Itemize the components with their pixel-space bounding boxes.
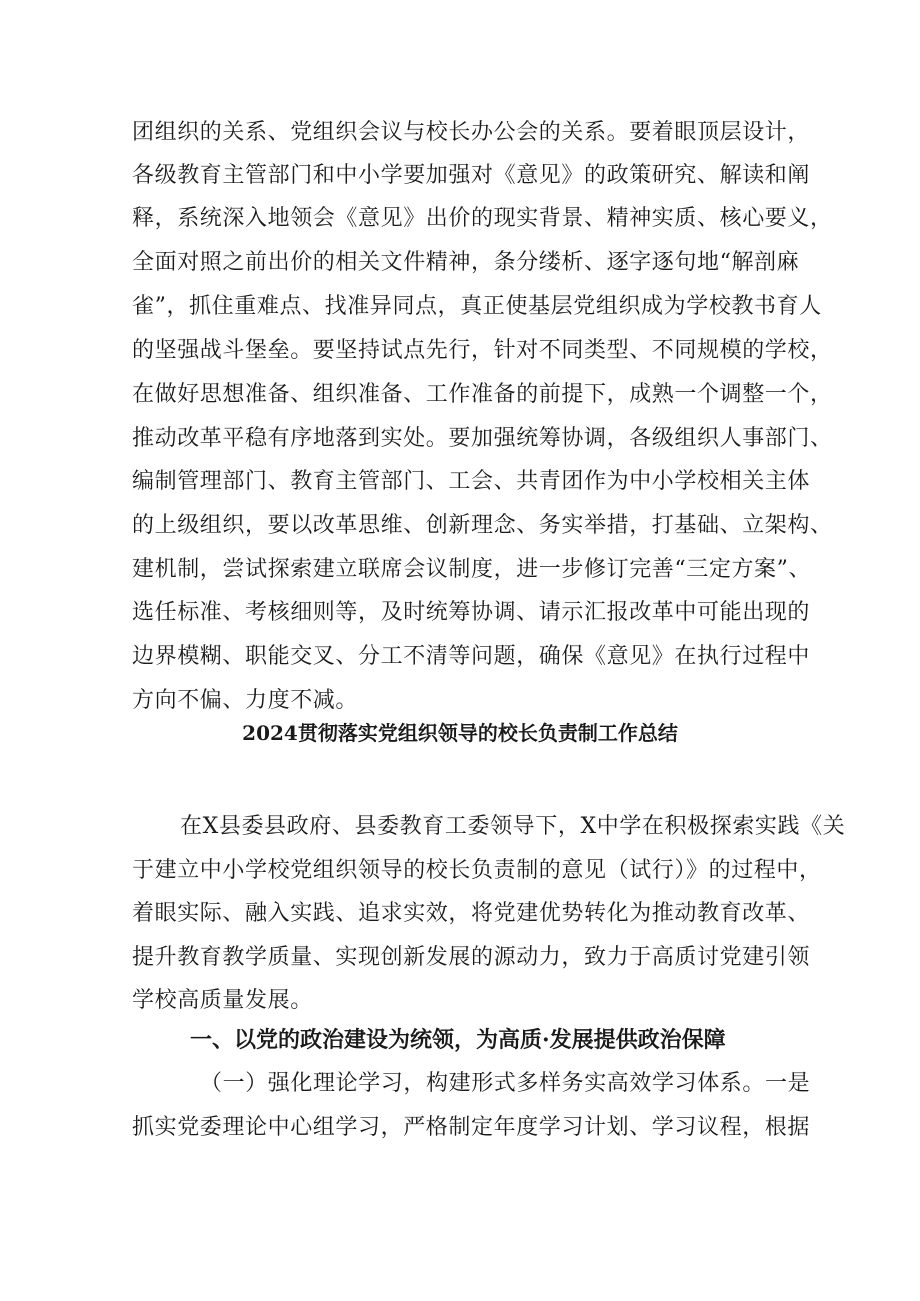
text-line: 编制管理部门、教育主管部门、工会、共青团作为中小学校相关主体 xyxy=(132,469,811,494)
text-line: 在X县委县政府、县委教育工委领导下，X中学在积极探索实践《关 xyxy=(180,814,846,839)
text-line: 边界模糊、职能交叉、分工不清等问题，确保《意见》在执行过程中 xyxy=(132,644,811,669)
section-heading: 一、以党的政治建设为统领，为高质·发展提供政治保障 xyxy=(190,1027,726,1053)
text-line: 团组织的关系、党组织会议与校长办公会的关系。要着眼顶层设计， xyxy=(132,120,811,145)
text-line: 释，系统深入地领会《意见》出价的现实背景、精神实质、核心要义， xyxy=(132,206,833,231)
text-line: 各级教育主管部门和中小学要加强对《意见》的政策研究、解读和阐 xyxy=(132,163,811,188)
text-line: 学校高质量发展。 xyxy=(132,988,313,1013)
text-line: 的上级组织，要以改革思维、创新理念、务实举措，打基础、立架构、 xyxy=(132,513,833,538)
text-line: 于建立中小学校党组织领导的校长负责制的意见（试行）》的过程中， xyxy=(132,858,822,883)
text-line: 抓实党委理论中心组学习，严格制定年度学习计划、学习议程，根据 xyxy=(132,1115,811,1140)
text-line: 方向不偏、力度不减。 xyxy=(132,688,359,713)
text-line: 推动改革平稳有序地落到实处。要加强统筹协调，各级组织人事部门、 xyxy=(132,426,833,451)
text-line: 的坚强战斗堡垒。要坚持试点先行，针对不同类型、不同规模的学校， xyxy=(132,338,833,363)
text-line: 建机制，尝试探索建立联席会议制度，进一步修订完善“三定方案”、 xyxy=(132,557,812,582)
text-line: 选任标准、考核细则等，及时统筹协调、请示汇报改革中可能出现的 xyxy=(132,600,811,625)
text-line: 在做好思想准备、组织准备、工作准备的前提下，成熟一个调整一个， xyxy=(132,382,833,407)
text-line: 着眼实际、融入实践、追求实效，将党建优势转化为推动教育改革、 xyxy=(132,901,811,926)
text-line: 雀”，抓住重难点、找准异同点，真正使基层党组织成为学校教书育人 xyxy=(132,294,822,319)
text-line: （一）强化理论学习，构建形式多样务实高效学习体系。一是 xyxy=(200,1071,811,1096)
text-line: 全面对照之前出价的相关文件精神，条分缕析、逐字逐句地“解剖麻 xyxy=(132,250,800,275)
text-line: 提升教育教学质量、实现创新发展的源动力，致力于高质讨党建引领 xyxy=(132,945,811,970)
document-title: 2024贯彻落实党组织领导的校长负责制工作总结 xyxy=(242,721,678,745)
